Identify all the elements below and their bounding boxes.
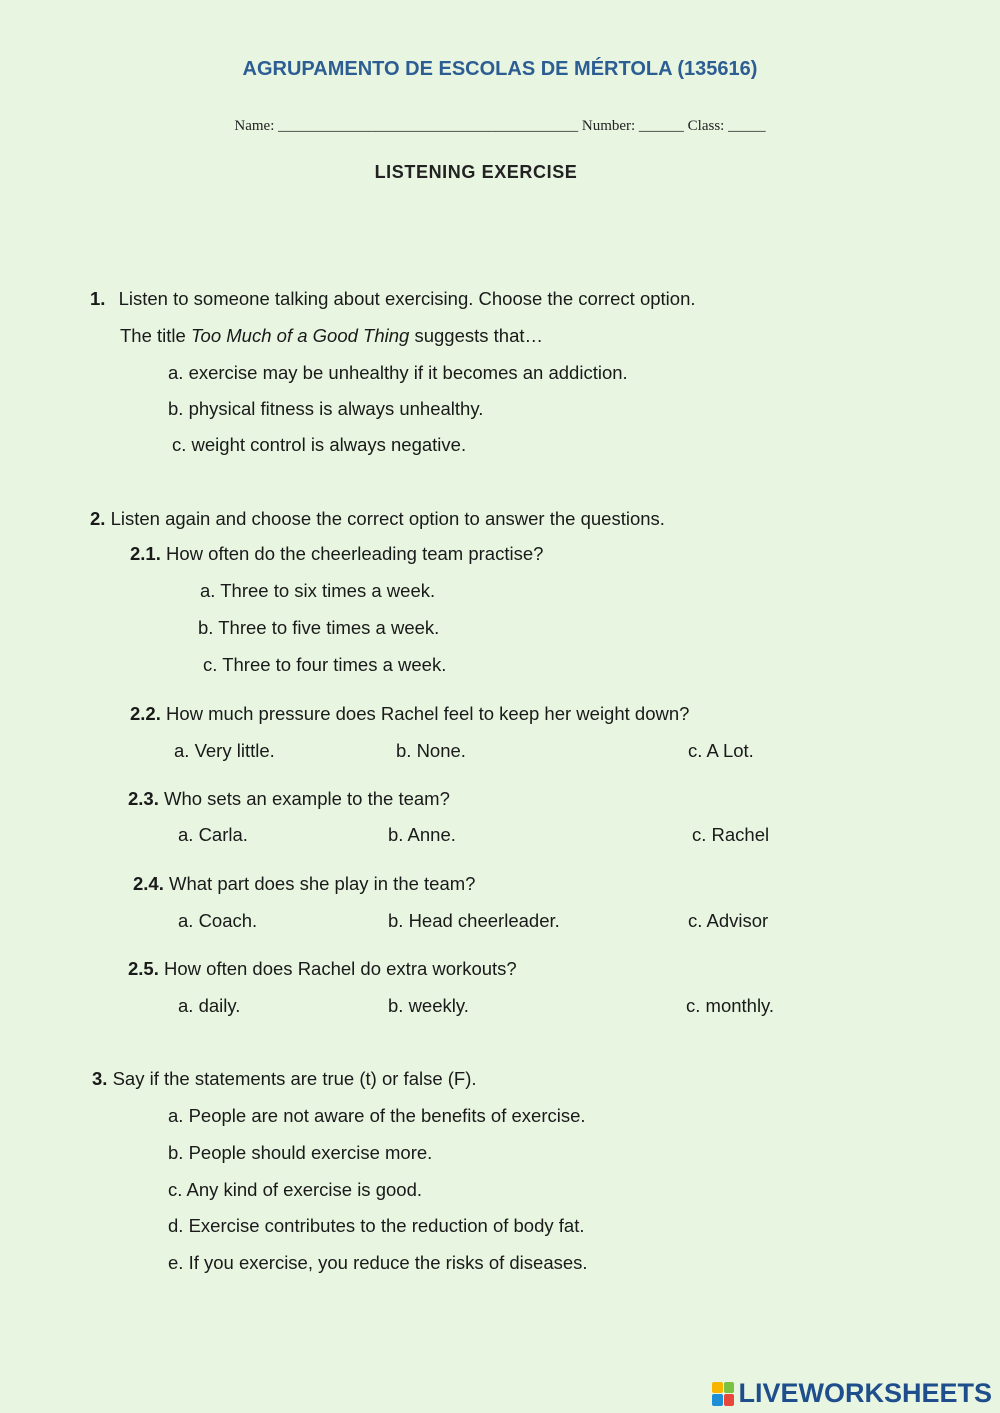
q1-option-a[interactable]: a. exercise may be unhealthy if it becomes an addiction. xyxy=(168,362,628,383)
logo-text: LIVEWORKSHEETS xyxy=(738,1378,992,1408)
question-number: 2. xyxy=(90,508,106,529)
q2-3-option-c[interactable]: c. Rachel xyxy=(692,824,770,845)
q1-option-c[interactable]: c. weight control is always negative. xyxy=(172,434,467,455)
q3-statement-e[interactable]: e. If you exercise, you reduce the risks of diseases. xyxy=(168,1252,588,1273)
subquestion-number: 2.2. xyxy=(130,703,161,724)
question-2-3 xyxy=(128,788,450,810)
q2-2-option-b[interactable]: b. None. xyxy=(396,740,466,761)
stem-prefix: The title xyxy=(120,325,191,346)
q2-4-option-c[interactable]: c. Advisor xyxy=(688,910,769,931)
question-2-2 xyxy=(130,703,689,725)
q2-3-option-a[interactable]: a. Carla. xyxy=(178,824,248,845)
q2-4-option-b[interactable]: b. Head cheerleader. xyxy=(388,910,560,931)
subquestion-number: 2.4. xyxy=(133,873,164,894)
question-3-prompt xyxy=(92,1068,477,1090)
q2-5-option-a[interactable]: a. daily. xyxy=(178,995,241,1016)
question-2-prompt xyxy=(90,508,665,530)
q1-option-b[interactable]: b. physical fitness is always unhealthy. xyxy=(168,398,484,419)
q2-4-option-a[interactable]: a. Coach. xyxy=(178,910,258,931)
q2-2-option-c[interactable]: c. A Lot. xyxy=(688,740,754,761)
q2-3-option-b[interactable]: b. Anne. xyxy=(388,824,456,845)
question-1-prompt xyxy=(90,288,696,310)
question-2-4 xyxy=(133,873,475,895)
question-number: 3. xyxy=(92,1068,108,1089)
question-number: 1. xyxy=(90,288,106,309)
subquestion-number: 2.1. xyxy=(130,543,161,564)
q2-2-option-a[interactable]: a. Very little. xyxy=(174,740,275,761)
q2-1-option-c[interactable]: c. Three to four times a week. xyxy=(203,654,447,675)
question-text: Listen again and choose the correct option to answer the questions. xyxy=(110,508,665,529)
liveworksheets-logo xyxy=(712,1378,992,1409)
subquestion-text: How often does Rachel do extra workouts? xyxy=(164,958,517,979)
question-text: Listen to someone talking about exercising. Choose the correct option. xyxy=(118,288,696,309)
subquestion-number: 2.3. xyxy=(128,788,159,809)
subquestion-text: Who sets an example to the team? xyxy=(164,788,450,809)
subquestion-text: How much pressure does Rachel feel to keep her weight down? xyxy=(166,703,690,724)
liveworksheets-logo-icon xyxy=(712,1382,734,1406)
question-2-5 xyxy=(128,958,517,980)
q2-1-option-b[interactable]: b. Three to five times a week. xyxy=(198,617,440,638)
q3-statement-b[interactable]: b. People should exercise more. xyxy=(168,1142,433,1163)
school-name: AGRUPAMENTO DE ESCOLAS DE MÉRTOLA (135616) xyxy=(242,58,758,80)
student-info-line: Name: ________________________________________ Number: ______ Class: _____ xyxy=(234,118,766,134)
question-text: Say if the statements are true (t) or false (F). xyxy=(112,1068,477,1089)
q3-statement-c[interactable]: c. Any kind of exercise is good. xyxy=(168,1179,422,1200)
q3-statement-d[interactable]: d. Exercise contributes to the reduction of body fat. xyxy=(168,1215,585,1236)
q3-statement-a[interactable]: a. People are not aware of the benefits of exercise. xyxy=(168,1105,586,1126)
stem-title: Too Much of a Good Thing xyxy=(190,325,410,346)
subquestion-text: How often do the cheerleading team practise? xyxy=(166,543,544,564)
page-title: LISTENING EXERCISE xyxy=(374,162,578,182)
stem-suffix: suggests that… xyxy=(409,325,544,346)
subquestion-number: 2.5. xyxy=(128,958,159,979)
q2-5-option-c[interactable]: c. monthly. xyxy=(686,995,775,1016)
q2-1-option-a[interactable]: a. Three to six times a week. xyxy=(200,580,436,601)
q2-5-option-b[interactable]: b. weekly. xyxy=(388,995,469,1016)
question-2-1 xyxy=(130,543,543,565)
question-1-stem xyxy=(120,325,543,347)
subquestion-text: What part does she play in the team? xyxy=(169,873,476,894)
